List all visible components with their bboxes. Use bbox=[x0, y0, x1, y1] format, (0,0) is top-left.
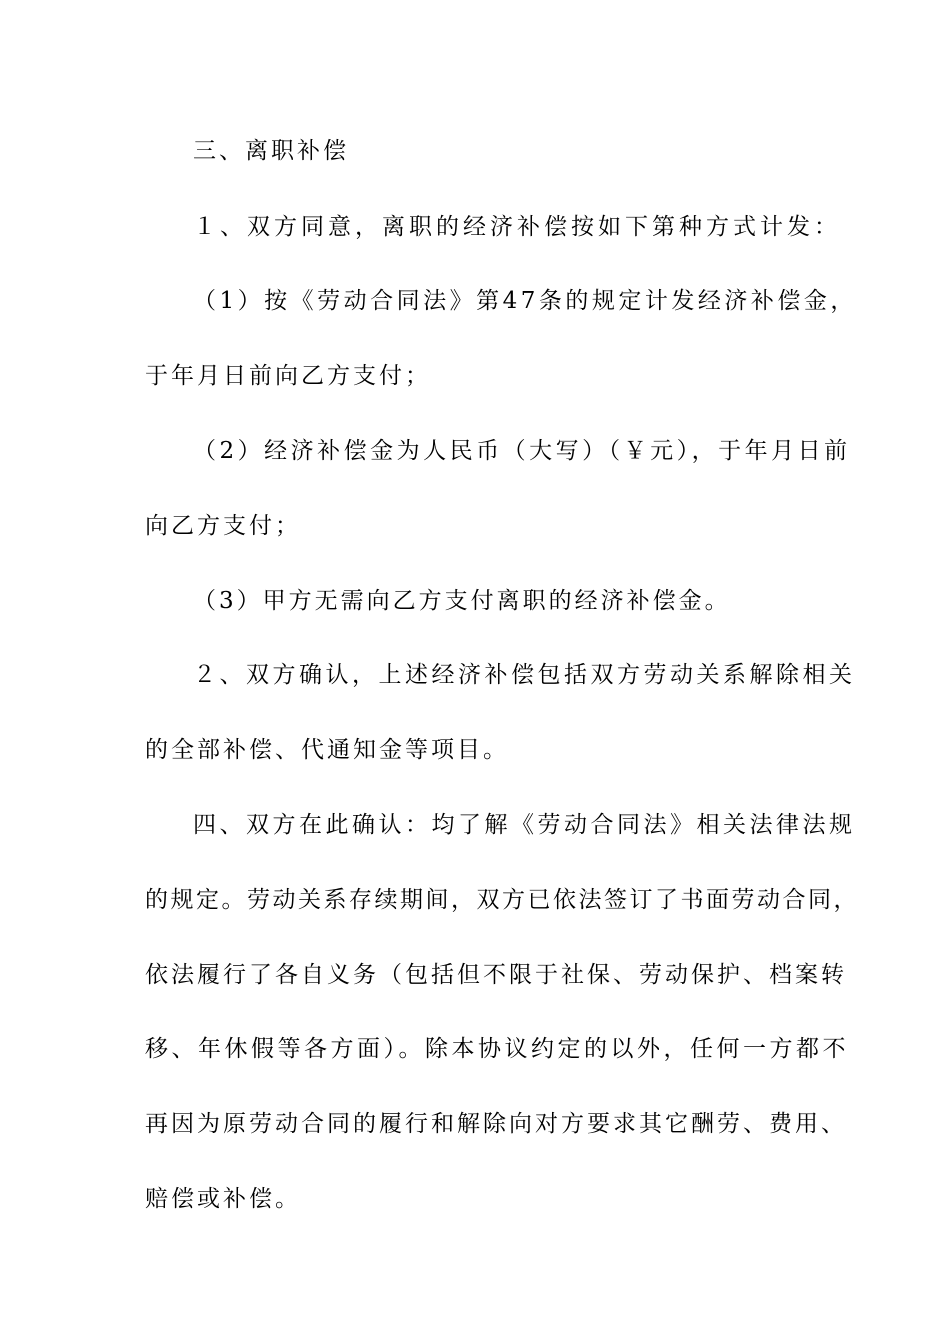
paragraph-line: （3）甲方无需向乙方支付离职的经济补偿金。 bbox=[193, 588, 731, 614]
paragraph-line: 赔偿或补偿。 bbox=[145, 1186, 301, 1212]
paragraph-line: 于年月日前向乙方支付； bbox=[145, 363, 431, 389]
section-heading-4: 四、双方在此确认：均了解《劳动合同法》相关法律法规 bbox=[193, 812, 856, 838]
paragraph-line: 移、年休假等各方面）。除本协议约定的以外，任何一方都不 bbox=[145, 1036, 849, 1062]
paragraph-line: 向乙方支付； bbox=[145, 513, 301, 539]
paragraph-line: 依法履行了各自义务（包括但不限于社保、劳动保护、档案转 bbox=[145, 962, 847, 988]
paragraph-line: （2）经济补偿金为人民币（大写）（￥元），于年月日前 bbox=[193, 438, 851, 464]
paragraph-line: １、双方同意，离职的经济补偿按如下第种方式计发： bbox=[193, 214, 841, 240]
section-heading-3: 三、离职补偿 bbox=[193, 138, 349, 164]
paragraph-line: ２、双方确认，上述经济补偿包括双方劳动关系解除相关 bbox=[193, 662, 856, 688]
paragraph-line: 再因为原劳动合同的履行和解除向对方要求其它酬劳、费用、 bbox=[145, 1111, 847, 1137]
paragraph-line: 的全部补偿、代通知金等项目。 bbox=[145, 737, 509, 763]
paragraph-line: （1）按《劳动合同法》第47条的规定计发经济补偿金， bbox=[193, 288, 857, 314]
paragraph-line: 的规定。劳动关系存续期间，双方已依法签订了书面劳动合同， bbox=[145, 887, 859, 913]
